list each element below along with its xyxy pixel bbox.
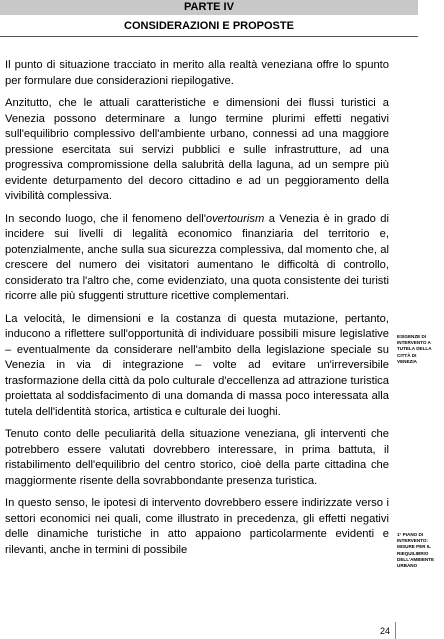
body-text — [5, 58, 389, 565]
paragraph-6: In questo senso, le ipotesi di intervento dovrebbero essere indirizzate verso i settori economici nei quali, come illustrato in precedenza, gli effetti negativi delle dinamiche turistiche in atto appaiono particolarmente evidenti e rilevanti, anche in termini di possibile — [5, 497, 389, 556]
margin-note-1 — [397, 334, 443, 365]
margin-note-line: URBANO — [397, 563, 418, 569]
margin-note-2 — [397, 532, 443, 569]
paragraph-3-rest: a Venezia è in grado di incidere sui livelli di legalità economico finanziaria del territorio e, potenzialmente, anche sulla sua sicurezza complessiva, dal momento che, al crescere del numero dei visitatori aumentano le difficoltà di controllo, considerato tra l'altro che, come evidenziato, una quota consistente dei turisti ricorre alle più sfuggenti strutture ricettive complementari. — [5, 212, 389, 302]
margin-note-line: RIEQUILIBRIO — [397, 550, 429, 556]
paragraph-4: La velocità, le dimensioni e la costanza di questa mutazione, pertanto, inducono a riflettere sull'opportunità di individuare possibili misure legislative – eventualmente da considerare nell'ambito della legislazione speciale su Venezia in via di integrazione – volte ad evitare un'irreversibile trasformazione della città da polo culturale d'eccellenza ad attrazione turistica proiettata al soddisfacimento di una domanda di massa poco interessata alla tutela dell'identità storica, artistica e culturale dei luoghi. — [5, 312, 389, 418]
paragraph-1: Il punto di situazione tracciato in merito alla realtà veneziana offre lo spunto per formulare due considerazioni riepilogative. — [5, 59, 389, 87]
margin-note-line: 1° PIANO DI — [397, 532, 424, 537]
margin-note-line: VENEZIA — [397, 358, 417, 364]
overtourism-term: overtourism — [205, 212, 265, 225]
margin-rule — [395, 622, 396, 639]
part-title: PARTE IV — [184, 1, 234, 13]
margin-note-line: DELL'AMBIENTE — [397, 556, 435, 562]
header-rule — [0, 36, 418, 37]
paragraph-5: Tenuto conto delle peculiarità della situazione veneziana, gli interventi che potrebbero essere valutati dovrebbero interessare, in prima battuta, il ristabilimento dell'equilibrio del centro storico, cioè della parte cittadina che maggiormente risente della sovrabbondante presenza turistica. — [5, 428, 389, 487]
margin-note-line: TUTELA DELLA — [397, 346, 432, 352]
page-number: 24 — [380, 626, 391, 636]
margin-note-line: INTERVENTO: — [397, 538, 428, 544]
margin-note-line: ESIGENZE DI — [397, 334, 427, 339]
paragraph-2: Anzitutto, che le attuali caratteristiche e dimensioni dei flussi turistici a Venezia possono determinare a lungo termine plurimi effetti negativi sull'equilibrio complessivo dell'ambiente urbano, connessi ad una maggiore pressione esercitata sui servizi pubblici e sulle infrastrutture, ad una progressiva compromissione della salubrità della laguna, ad un sempre più evidente deturpamento del decoro cittadino e ad un peggioramento della vivibilità complessiva. — [5, 97, 389, 202]
paragraph-3 — [5, 212, 389, 305]
margin-note-line: CITTÀ DI — [397, 352, 417, 358]
margin-note-line: INTERVENTO A — [397, 340, 431, 346]
paragraph-3-lead: In secondo luogo, che il fenomeno dell' — [5, 212, 206, 225]
section-title: CONSIDERAZIONI E PROPOSTE — [124, 20, 294, 32]
page-header — [0, 0, 418, 34]
margin-note-line: MISURE PER IL — [397, 544, 431, 550]
